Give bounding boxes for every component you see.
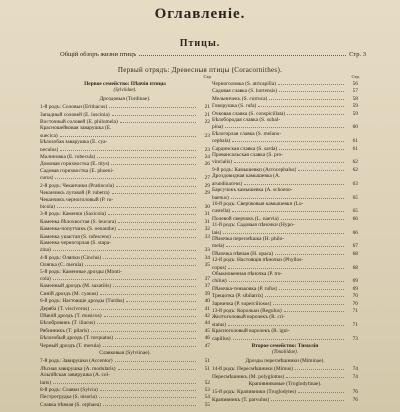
toc-entry-page: 69	[352, 285, 358, 292]
leader-dots	[111, 160, 196, 165]
leader-dots	[281, 215, 344, 220]
toc-entry-page: 59	[352, 103, 358, 110]
toc-entry-page: 54	[204, 394, 210, 401]
toc-entry	[40, 103, 210, 110]
toc-entry-page: 70	[352, 300, 358, 307]
leader-dots	[108, 210, 196, 215]
toc-entry-title: Пересмѣшникъ (M. polyglottus)	[212, 373, 285, 380]
toc-entry-title: cephala)	[212, 138, 231, 145]
leader-dots	[278, 80, 344, 85]
toc-entry-title: Бѣлогорлая славка (S. melano-	[212, 130, 282, 137]
toc-entry-page: 31	[204, 218, 210, 225]
toc-entry-title: Бѣлобровикъ (T. iliacus)	[40, 320, 95, 327]
toc-entry-title: laris)	[40, 379, 52, 386]
toc-entry-page: 52	[204, 379, 210, 386]
toc-entry-title: 10-й родъ: Сверчковыя камышевки (Lo-	[212, 200, 304, 207]
toc-entry-title: 4-й родъ: Оляпки (Cinclus)	[40, 254, 102, 261]
toc-entry	[212, 250, 358, 257]
toc-entry-title: Каменка-попутчикъ (S. oenanthe)	[40, 226, 116, 233]
toc-entry-title: copus)	[212, 264, 227, 271]
toc-entry-title: 13-й родъ: Корольки (Regulus)	[212, 308, 282, 314]
toc-entry-title: Говорушка (S. rufa)	[212, 103, 257, 110]
leader-dots	[279, 145, 344, 150]
toc-entry-page: 40	[204, 298, 210, 305]
toc-entry-title: zina)	[40, 247, 51, 254]
toc-entry	[40, 319, 210, 326]
toc-entry-title: Бѣлобородая славка (S. subal-	[212, 117, 281, 124]
toc-entry	[40, 254, 210, 261]
toc-entry	[40, 305, 210, 312]
leader-dots	[97, 153, 196, 158]
toc-entry-title: Деряба (T. viscivorus)	[40, 305, 90, 312]
toc-entry	[212, 95, 358, 102]
toc-entry-page: 51	[204, 358, 210, 365]
toc-entry-title: suecica)	[40, 132, 58, 139]
leader-dots	[115, 334, 196, 339]
toc-entry-page: 55	[204, 401, 210, 408]
toc-entry-title: Каменка бѣлохвостая (S. leucura)	[40, 218, 117, 225]
leader-dots	[113, 233, 196, 238]
toc-entry-title: Сардинская славка (S. sarda)	[212, 145, 278, 152]
toc-entry-title: Пѣвчій дроздъ (T. musicus)	[40, 313, 102, 319]
toc-entry-page: 71	[352, 321, 358, 328]
toc-entry-page: 76	[352, 396, 358, 403]
toc-entry-page: 71	[352, 308, 358, 314]
page-column-label: Стр.	[203, 74, 212, 79]
leader-dots	[60, 146, 196, 151]
toc-entry-page: 62	[352, 166, 358, 173]
toc-entry-title: curus)	[40, 175, 54, 182]
toc-entry-page: 69	[352, 278, 358, 285]
leader-dots	[228, 321, 344, 326]
toc-entry	[40, 261, 210, 268]
toc-entry-page: 58	[352, 95, 358, 102]
toc-subheading: Крапивниковые (Troglodytinae).	[248, 381, 322, 388]
leader-dots	[91, 327, 196, 332]
toc-entry-title: Пѣночка пѣвчая (H. opaca)	[212, 250, 274, 257]
leader-dots	[103, 254, 196, 259]
toc-entry	[212, 321, 358, 328]
leader-dots	[279, 285, 344, 290]
toc-entry-page: 56	[352, 81, 358, 87]
leader-dots	[118, 225, 196, 230]
toc-entry	[40, 290, 210, 297]
toc-entry-title: Очковая славка (S. conspicillata)	[212, 110, 286, 117]
leader-dots	[258, 102, 344, 107]
leader-dots	[275, 250, 344, 255]
toc-entry-page: 44	[204, 320, 210, 327]
toc-entry-title: Черноголовка (S. atricapilla)	[212, 81, 276, 87]
toc-entry-page: 76	[352, 389, 358, 396]
leader-dots	[100, 290, 196, 295]
family-heading: Первое семейство: Пѣвчія птицы	[84, 81, 166, 87]
toc-left-column	[40, 74, 212, 408]
leader-dots	[284, 307, 344, 312]
leader-dots	[231, 194, 344, 199]
toc-entry	[40, 334, 210, 341]
leader-dots	[53, 246, 196, 251]
toc-subheading: Дроздовыя (Turdinae).	[99, 95, 151, 102]
toc-entry	[212, 277, 358, 284]
overview-page: Стр. 3	[349, 51, 366, 58]
toc-entry-title: 12-й родъ: Настоящія пѣночки (Phyllos-	[212, 257, 304, 264]
toc-entry	[212, 307, 358, 314]
toc-entry	[40, 118, 210, 125]
toc-entry-title: Бѣлозобый дроздъ (T. torquatus)	[40, 335, 114, 342]
toc-entry-page: 33	[204, 233, 210, 240]
toc-entry-title: Дроздовидная камышевка (A.	[212, 173, 281, 180]
toc-entry-title: pina)	[212, 124, 224, 131]
leader-dots	[116, 182, 196, 187]
toc-entry-title: Восточный соловей (E. philomela)	[40, 119, 118, 126]
toc-subheading: Славковыя (Sylviinae).	[99, 350, 151, 357]
leader-dots	[223, 229, 344, 234]
toc-entry	[212, 180, 358, 187]
toc-entry-page: 66	[352, 215, 358, 222]
toc-entry-page: 30	[204, 203, 210, 210]
overview-entry	[60, 50, 366, 58]
toc-entry	[40, 386, 210, 393]
toc-entry-title: Малиновка (E. rubecula)	[40, 154, 96, 161]
toc-entry-page: 57	[352, 88, 358, 95]
toc-entry-title: Оляпка (C. merula)	[40, 262, 84, 269]
toc-entry-page: 61	[352, 145, 358, 152]
leader-dots	[295, 365, 344, 370]
toc-entry-title: Зарничка (P. superciliosus)	[212, 300, 272, 307]
toc-entry	[40, 379, 210, 386]
toc-entry-title: Синій дроздъ (M. cyanus)	[40, 290, 99, 297]
leader-dots	[229, 277, 344, 282]
toc-entry-title: mela)	[212, 243, 225, 250]
toc-entry	[40, 182, 210, 189]
leader-dots	[99, 393, 196, 398]
toc-entry-title: Барсучокъ камышевка (A. schoeno-	[212, 187, 293, 194]
toc-entry-title: neculus)	[40, 146, 59, 153]
toc-entry-page: 63	[352, 180, 358, 187]
toc-entry-title: bicola)	[40, 203, 55, 210]
leader-dots	[244, 180, 344, 185]
toc-entry	[212, 292, 358, 299]
toc-entry	[40, 225, 210, 232]
toc-entry	[212, 215, 358, 222]
leader-dots	[139, 50, 346, 56]
toc-entry-page: 26	[204, 161, 210, 168]
toc-entry-page: 21	[204, 104, 210, 111]
toc-entry	[212, 229, 358, 236]
toc-entry-title: Трещотка (P. sibilatrix)	[212, 293, 264, 300]
toc-entry-title: Красношейковая заварушка (E.	[40, 125, 112, 132]
toc-entry	[212, 365, 358, 372]
toc-entry-title: 9-й родъ: Камышевки (Acrocephalus)	[212, 166, 297, 173]
toc-entry-title: Альпійская завирушка (A. col-	[40, 372, 110, 379]
toc-entry-title: Каменный дроздъ (M. saxatilis)	[40, 283, 112, 290]
toc-entry-page: 33	[204, 247, 210, 254]
toc-entry-page: 67	[352, 243, 358, 250]
leader-dots	[100, 386, 196, 391]
leader-dots	[271, 396, 344, 401]
toc-entry-title: Мельничекъ (S. curruca)	[212, 95, 268, 102]
leader-dots	[53, 379, 196, 384]
toc-entry	[40, 233, 210, 240]
toc-entry	[40, 312, 210, 319]
toc-entry-title: 8-й родъ: Славки (Sylvia)	[40, 387, 98, 394]
toc-entry-title: Рябинникъ (T. pilaris)	[40, 327, 89, 334]
toc-entry-title: cola)	[40, 275, 51, 282]
toc-entry-title: 5-й родъ: Каменные дрозды (Monti-	[40, 268, 122, 275]
toc-entry-page: 73	[352, 335, 358, 342]
toc-entry-title: Провансальская славка (S. pro-	[212, 152, 283, 159]
toc-entry	[40, 342, 210, 349]
toc-entry	[212, 373, 358, 380]
toc-entry	[212, 123, 358, 130]
toc-entry-title: 1-й родъ: Соловьи (Erithacus)	[40, 104, 108, 111]
leader-dots	[60, 132, 196, 137]
toc-entry-page: 51	[204, 365, 210, 372]
toc-entry-title: Пѣночка пересмѣшка (H. philo-	[212, 235, 285, 242]
toc-entry-page: 39	[204, 290, 210, 297]
toc-entry-page: 27	[204, 175, 210, 182]
toc-entry-page: 62	[352, 159, 358, 166]
toc-entry	[40, 297, 210, 304]
toc-entry-page: 23	[204, 146, 210, 153]
page-column-label: Стр.	[351, 74, 360, 79]
toc-entry-page: 74	[352, 366, 358, 373]
leader-dots	[109, 103, 196, 108]
toc-entry	[40, 146, 210, 153]
section-title: Птицы.	[179, 38, 221, 49]
toc-entry	[40, 365, 210, 372]
toc-entry	[212, 87, 358, 94]
toc-entry-title: Садовая славка (S. hortensis)	[212, 88, 278, 95]
toc-entry-page: 68	[352, 250, 358, 257]
toc-entry	[212, 264, 358, 271]
toc-entry	[212, 242, 358, 249]
toc-entry-page: 74	[352, 373, 358, 380]
toc-entry-page: 37	[204, 283, 210, 290]
toc-entry-title: status)	[212, 321, 227, 328]
toc-entry-title: Красноголовый королекъ (R. igni-	[212, 328, 290, 335]
leader-dots	[234, 158, 344, 163]
toc-entry	[40, 203, 210, 210]
toc-entry-title: Лѣсная завирушка (A. modularis)	[40, 365, 116, 372]
toc-entry-title: 15-й родъ: Крапивники (Troglodytes)	[212, 389, 297, 396]
toc-entry	[212, 80, 358, 87]
toc-entry-page: 24	[204, 154, 210, 161]
toc-entry-title: baenus)	[212, 194, 229, 201]
toc-entry	[40, 174, 210, 181]
toc-entry	[40, 275, 210, 282]
leader-dots	[120, 118, 196, 123]
leader-dots	[57, 203, 196, 208]
leader-dots	[97, 319, 196, 324]
leader-dots	[115, 357, 196, 362]
toc-entry	[40, 401, 210, 408]
toc-entry-title: arundinaceus)	[212, 180, 243, 187]
leader-dots	[55, 174, 196, 179]
toc-entry	[212, 110, 358, 117]
toc-entry-title: Пѣночка-теньковка (P. rufus)	[212, 285, 278, 292]
toc-entry	[212, 145, 358, 152]
family-subheading: (Sylviidae).	[113, 88, 137, 94]
leader-dots	[286, 373, 344, 378]
toc-entry-title: Западный соловей (E. luscinia)	[40, 111, 110, 118]
toc-entry-title: Чеканчикъ черноголовый (P. ru-	[40, 196, 114, 203]
toc-entry	[212, 102, 358, 109]
toc-entry-page: 60	[352, 124, 358, 131]
toc-entry-page: 29	[204, 190, 210, 197]
toc-entry-title: Бѣлозобая заварушка (E. cya-	[40, 139, 108, 146]
leader-dots	[298, 166, 344, 171]
toc-entry-title: chilus)	[212, 278, 227, 285]
toc-entry-title: Черный дроздъ (T. merula)	[40, 342, 101, 349]
order-heading: Первый отрядъ: Древесныя птицы (Coracornithes).	[117, 66, 283, 74]
toc-entry	[212, 285, 358, 292]
leader-dots	[273, 300, 344, 305]
leader-dots	[118, 218, 196, 223]
toc-entry	[40, 132, 210, 139]
toc-entry-title: Домовая горихвостка (E. titys)	[40, 161, 110, 168]
toc-entry	[212, 335, 358, 342]
leader-dots	[287, 110, 344, 115]
toc-entry-page: 31	[204, 211, 210, 218]
toc-entry-page: 59	[352, 110, 358, 117]
leader-dots	[232, 137, 344, 142]
leader-dots	[233, 335, 344, 340]
toc-entry	[40, 282, 210, 289]
toc-entry	[212, 194, 358, 201]
toc-entry-title: Крапивникъ (T. parvulus)	[212, 396, 270, 403]
toc-entry-page: 65	[352, 194, 358, 201]
toc-entry	[40, 393, 210, 400]
toc-entry	[40, 218, 210, 225]
leader-dots	[279, 87, 344, 92]
leader-dots	[53, 275, 196, 280]
toc-entry-page: 61	[352, 138, 358, 145]
leader-dots	[126, 297, 196, 302]
page-title: Оглавленіе.	[154, 6, 246, 22]
toc-entry-title: custella)	[212, 208, 231, 215]
toc-subheading: Дрозды пересмѣшники (Miminae).	[245, 357, 325, 364]
toc-entry	[40, 160, 210, 167]
leader-dots	[298, 388, 344, 393]
leader-dots	[269, 95, 344, 100]
toc-right-column	[212, 74, 360, 403]
toc-entry-title: 6-й родъ: Настоящіе дрозды (Turdus)	[40, 298, 125, 305]
leader-dots	[103, 342, 196, 347]
toc-entry-page: 65	[352, 208, 358, 215]
toc-entry-title: Пестрогрудка (S. nisoria)	[40, 394, 97, 401]
overview-label: Общій обзоръ жизни птицъ	[60, 51, 137, 58]
toc-entry-title: 11-й родъ: Садовыя пѣночки (Hypo-	[212, 222, 295, 229]
toc-entry-title: lais)	[212, 229, 222, 236]
toc-entry-page: 42	[204, 313, 210, 319]
leader-dots	[118, 365, 196, 370]
toc-entry-page: 23	[204, 132, 210, 139]
toc-entry-title: Славка пѣвчая (S. orphaea)	[40, 401, 101, 408]
toc-entry	[40, 246, 210, 253]
toc-entry	[40, 111, 210, 118]
toc-entry-page: 47	[204, 342, 210, 349]
leader-dots	[91, 305, 196, 310]
toc-entry-page: 29	[204, 182, 210, 189]
toc-entry-page: 68	[352, 264, 358, 271]
leader-dots	[103, 401, 196, 406]
toc-entry-page: 45	[204, 327, 210, 334]
toc-entry-title: 3-й родъ: Каменки (Saxicola)	[40, 211, 106, 218]
toc-entry-title: Садовая горихвостка (E. phoeni-	[40, 167, 114, 174]
toc-entry-title: Обыкновенная пѣночка (P. tro-	[212, 270, 283, 277]
toc-entry-title: 14-й родъ: Пересмѣшники (Mimus)	[212, 366, 293, 373]
toc-entry-page: 41	[204, 305, 210, 312]
leader-dots	[225, 123, 344, 128]
toc-entry	[40, 189, 210, 196]
toc-entry	[212, 158, 358, 165]
toc-entry-title: 2-й родъ: Чеканчики (Pratincola)	[40, 182, 114, 189]
toc-entry-page: 46	[204, 335, 210, 342]
leader-dots	[232, 207, 344, 212]
toc-entry-page: 34	[204, 254, 210, 261]
toc-entry	[212, 137, 358, 144]
toc-entry	[212, 388, 358, 395]
leader-dots	[113, 282, 196, 287]
toc-subheading: (Timaliidae).	[272, 350, 298, 356]
toc-entry-title: 7-й родъ: Завирушки (Accentor)	[40, 358, 113, 365]
toc-entry-page: 35	[204, 262, 210, 269]
toc-entry-page: 22	[204, 119, 210, 126]
toc-entry-page: 70	[352, 293, 358, 300]
toc-entry-title: capillus)	[212, 335, 231, 342]
toc-entry-title: Чеканчикъ луговой (P. rubetra)	[40, 190, 110, 197]
toc-entry-page: 32	[204, 226, 210, 233]
toc-entry-page: 21	[204, 111, 210, 118]
toc-entry-page: 37	[204, 275, 210, 282]
leader-dots	[112, 111, 196, 116]
toc-entry	[212, 396, 358, 403]
toc-entry	[40, 153, 210, 160]
leader-dots	[228, 264, 344, 269]
toc-entry	[40, 210, 210, 217]
toc-entry-title: Желтоголовый королекъ (R. cri-	[212, 314, 285, 321]
toc-entry-title: Каменка черногорлая (S. stapa-	[40, 239, 111, 246]
toc-entry-title: Каменка ушастая (S. rufescens)	[40, 233, 111, 240]
toc-entry	[40, 327, 210, 334]
toc-entry	[212, 166, 358, 173]
leader-dots	[265, 292, 344, 297]
toc-entry-page: 53	[204, 387, 210, 394]
toc-entry-page: 66	[352, 229, 358, 236]
leader-dots	[226, 242, 344, 247]
toc-entry-title: vincialis)	[212, 159, 233, 166]
toc-subheading: Второе семейство: Тималіи	[251, 343, 319, 350]
toc-entry	[212, 300, 358, 307]
leader-dots	[112, 189, 196, 194]
toc-entry	[40, 357, 210, 364]
leader-dots	[104, 312, 197, 317]
leader-dots	[85, 261, 196, 266]
toc-entry-title: Полевой сверчокъ (L. naevia)	[212, 215, 279, 222]
toc-entry	[212, 207, 358, 214]
